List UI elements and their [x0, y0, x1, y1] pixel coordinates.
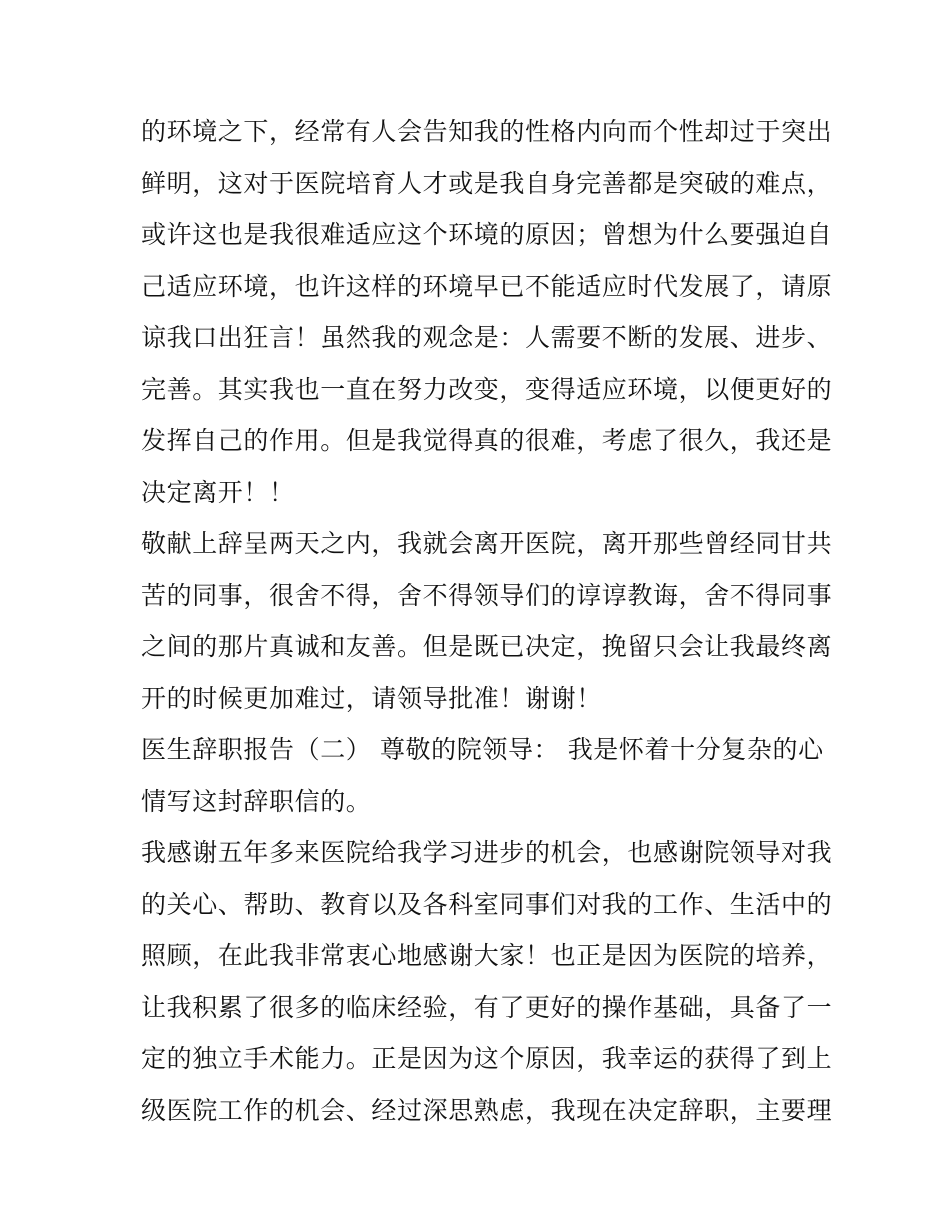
text-line: 照顾，在此我非常衷心地感谢大家！也正是因为医院的培养， — [141, 941, 833, 970]
text-line: 开的时候更加难过，请领导批准！谢谢！ — [141, 683, 602, 713]
text-line: 我感谢五年多来医院给我学习进步的机会，也感谢院领导对我 — [141, 838, 833, 867]
text-line: 的关心、帮助、教育以及各科室同事们对我的工作、生活中的 — [141, 889, 833, 919]
text-line: 谅我口出狂言！虽然我的观念是：人需要不断的发展、进步、 — [141, 323, 833, 352]
text-line: 之间的那片真诚和友善。但是既已决定，挽留只会让我最终离 — [141, 632, 833, 661]
text-line: 或许这也是我很难适应这个环境的原因；曾想为什么要强迫自 — [141, 220, 833, 249]
text-line: 鲜明，这对于医院培育人才或是我自身完善都是突破的难点， — [141, 168, 833, 198]
text-line: 让我积累了很多的临床经验，有了更好的操作基础，具备了一 — [141, 992, 833, 1022]
text-line: 定的独立手术能力。正是因为这个原因，我幸运的获得了到上 — [141, 1044, 833, 1073]
body-text — [141, 106, 833, 1136]
text-line: 情写这封辞职信的。 — [141, 786, 372, 816]
text-line: 级医院工作的机会、经过深思熟虑，我现在决定辞职，主要理 — [141, 1095, 833, 1125]
text-line: 决定离开！！ — [141, 477, 295, 507]
text-line: 完善。其实我也一直在努力改变，变得适应环境，以便更好的 — [141, 374, 833, 404]
text-line: 发挥自己的作用。但是我觉得真的很难，考虑了很久，我还是 — [141, 426, 833, 455]
text-line: 己适应环境，也许这样的环境早已不能适应时代发展了，请原 — [141, 271, 833, 301]
text-line: 敬献上辞呈两天之内，我就会离开医院，离开那些曾经同甘共 — [141, 529, 833, 558]
section-heading-line: 医生辞职报告（二） 尊敬的院领导： 我是怀着十分复杂的心 — [141, 735, 824, 764]
text-line: 苦的同事，很舍不得，舍不得领导们的谆谆教诲，舍不得同事 — [141, 580, 833, 610]
text-line: 的环境之下，经常有人会告知我的性格内向而个性却过于突出 — [141, 117, 833, 146]
